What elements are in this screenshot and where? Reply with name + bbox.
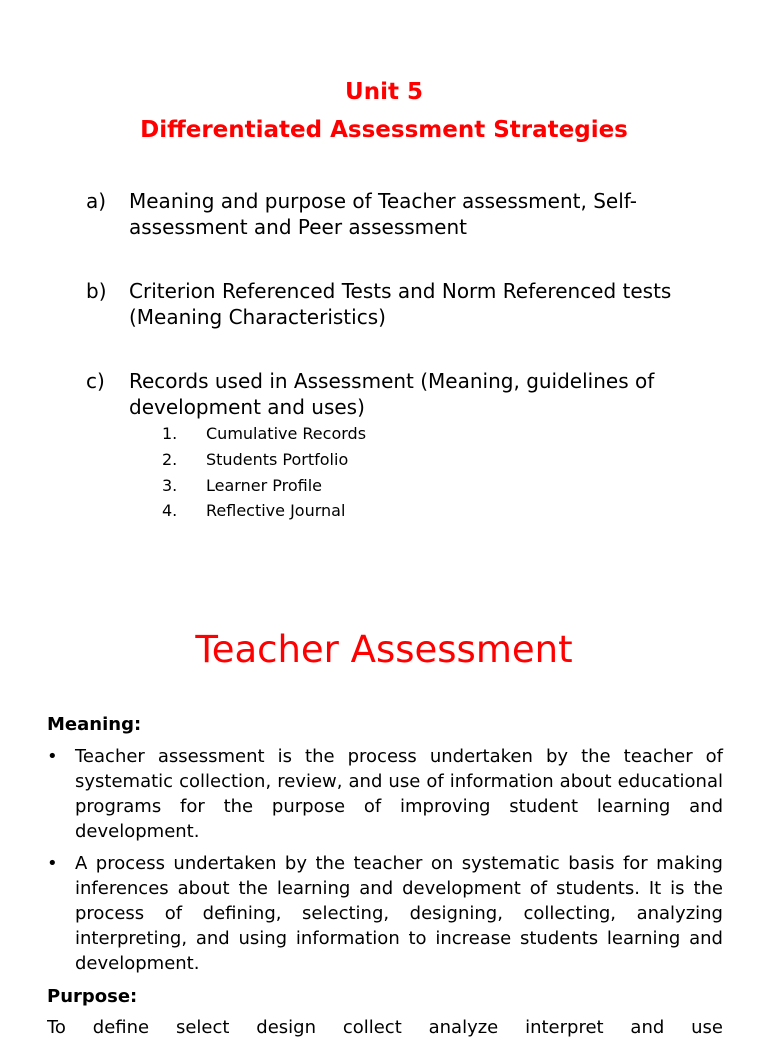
bullet-text: A process undertaken by the teacher on systematic basis for making inferences about the learning and development of students. It is the process of defining, selecting, designing, collecting, analyzing interpreting, and using information to increase students learning and development. <box>75 853 723 974</box>
slide-teacher-assessment <box>0 580 768 1038</box>
sub-item <box>162 476 322 496</box>
meaning-heading: Meaning: <box>47 714 142 735</box>
unit-subtitle: Differentiated Assessment Strategies <box>140 117 628 143</box>
topic-text: Records used in Assessment (Meaning, guidelines of development and uses) <box>129 369 655 419</box>
topic-label: b) <box>86 279 107 303</box>
slide-title: Teacher Assessment <box>195 628 573 671</box>
bullet-item <box>47 744 723 844</box>
sub-item <box>162 501 345 521</box>
sub-item-text: Students Portfolio <box>206 450 349 469</box>
sub-item-text: Learner Profile <box>206 476 322 495</box>
topic-item-c <box>86 368 726 420</box>
sub-item-number: 2. <box>162 450 178 469</box>
bullet-icon: • <box>47 746 58 767</box>
topic-label: a) <box>86 189 107 213</box>
sub-item <box>162 424 366 444</box>
purpose-text: To define select design collect analyze interpret and use <box>47 1017 723 1038</box>
sub-item-text: Cumulative Records <box>206 424 367 443</box>
sub-item-text: Reflective Journal <box>206 501 346 520</box>
sub-item <box>162 450 348 470</box>
sub-item-number: 3. <box>162 476 178 495</box>
bullet-icon: • <box>47 853 58 874</box>
sub-item-number: 4. <box>162 501 178 520</box>
topic-item-a <box>86 188 726 240</box>
topic-item-b <box>86 278 726 330</box>
bullet-item <box>47 851 723 976</box>
bullet-text: Teacher assessment is the process undertaken by the teacher of systematic collection, review, and use of information about educational programs for the purpose of improving student learning and development. <box>75 746 723 842</box>
sub-item-number: 1. <box>162 424 178 443</box>
topic-text: Meaning and purpose of Teacher assessment, Self-assessment and Peer assessment <box>129 189 637 239</box>
topic-label: c) <box>86 369 105 393</box>
purpose-heading: Purpose: <box>47 986 138 1007</box>
unit-title: Unit 5 <box>345 79 423 105</box>
topic-text: Criterion Referenced Tests and Norm Referenced tests (Meaning Characteristics) <box>129 279 672 329</box>
